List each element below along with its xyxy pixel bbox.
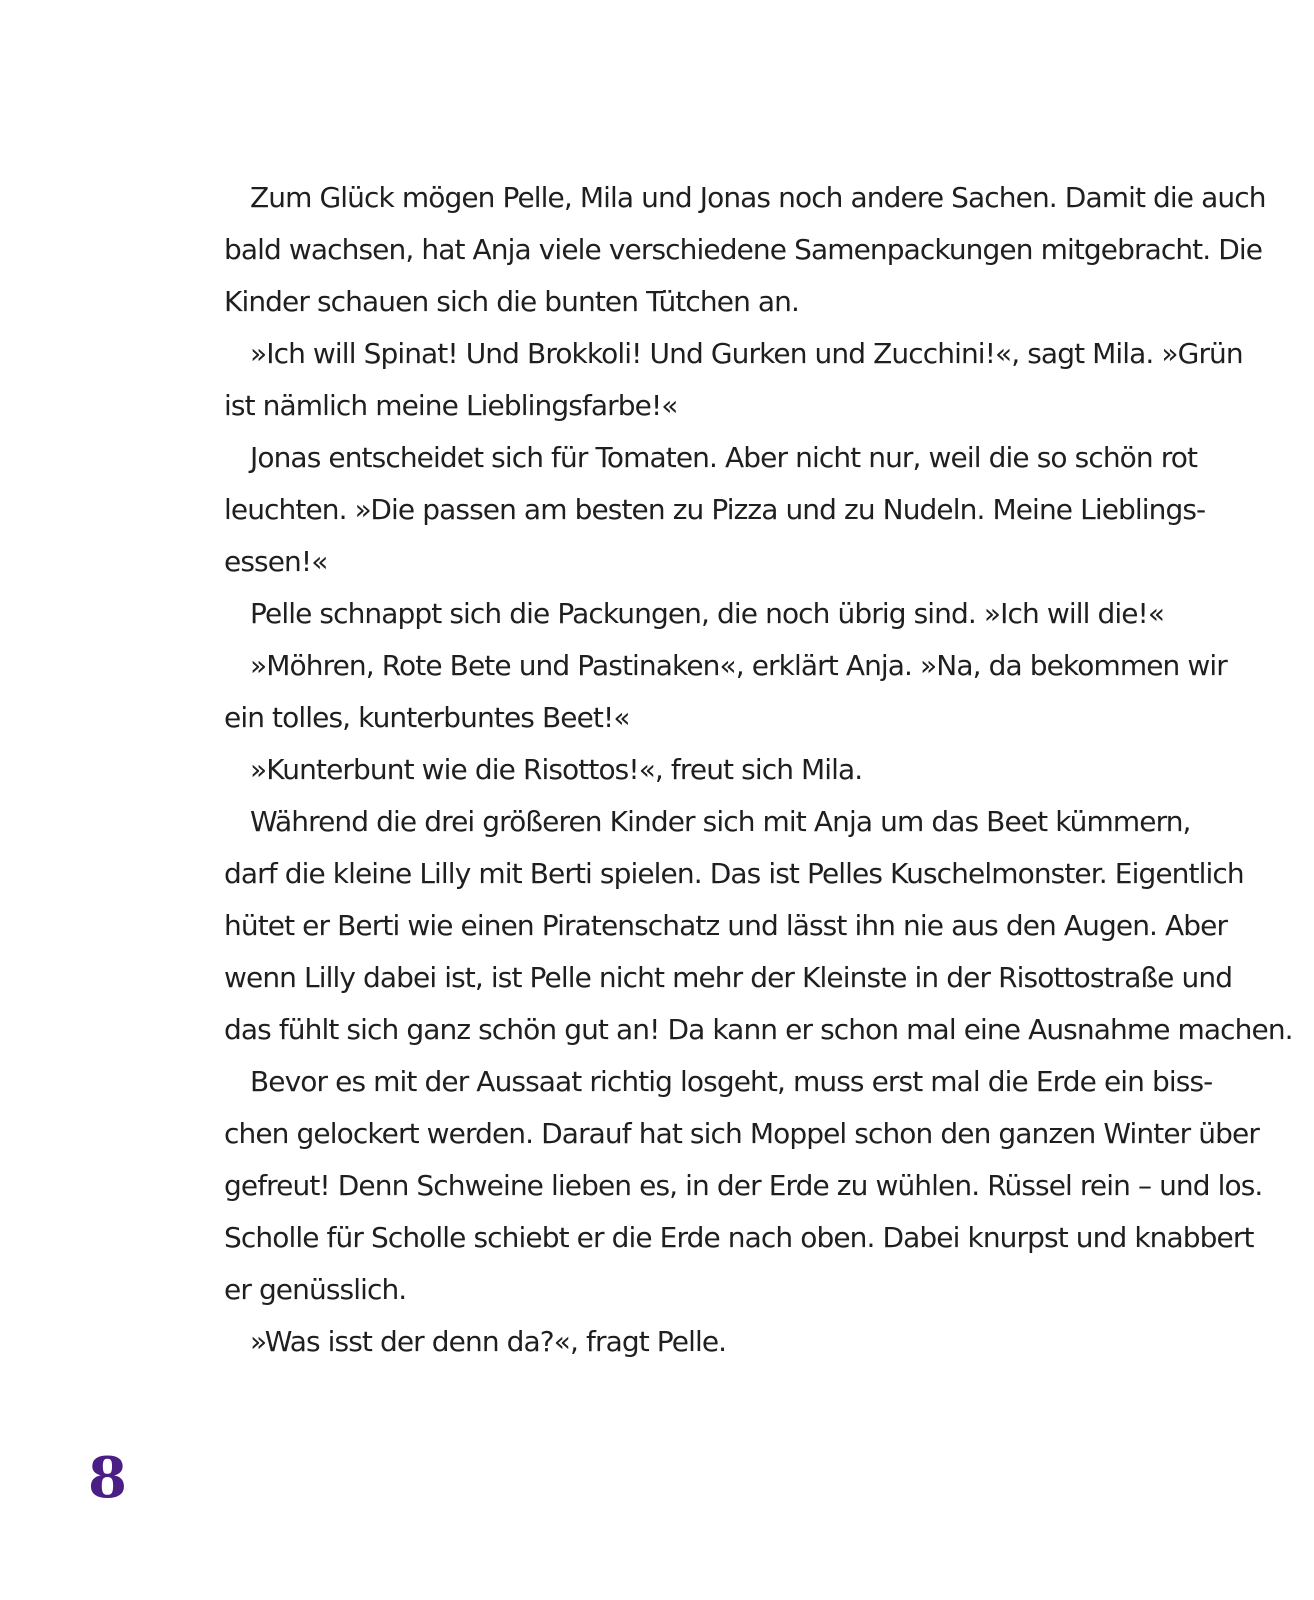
paragraph-line: wenn Lilly dabei ist, ist Pelle nicht mehr der Kleinste in der Risottostraße und	[224, 961, 1233, 994]
paragraph-line: bald wachsen, hat Anja viele verschiedene Samenpackungen mitgebracht. Die	[224, 233, 1263, 266]
body-text	[224, 172, 1293, 1368]
paragraph-line: er genüsslich.	[224, 1273, 407, 1306]
paragraph-line: Jonas entscheidet sich für Tomaten. Aber nicht nur, weil die so schön rot	[250, 441, 1198, 474]
paragraph-line: Scholle für Scholle schiebt er die Erde nach oben. Dabei knurpst und knabbert	[224, 1221, 1254, 1254]
paragraph-line: »Was isst der denn da?«, fragt Pelle.	[250, 1325, 727, 1358]
paragraph-line: hütet er Berti wie einen Piratenschatz und lässt ihn nie aus den Augen. Aber	[224, 909, 1228, 942]
paragraph-line: gefreut! Denn Schweine lieben es, in der Erde zu wühlen. Rüssel rein – und los.	[224, 1169, 1263, 1202]
paragraph-line: Bevor es mit der Aussaat richtig losgeht, muss erst mal die Erde ein biss-	[250, 1065, 1213, 1098]
paragraph-line: Kinder schauen sich die bunten Tütchen an.	[224, 285, 800, 318]
paragraph-line: darf die kleine Lilly mit Berti spielen. Das ist Pelles Kuschelmonster. Eigentlich	[224, 857, 1244, 890]
paragraph-line: chen gelockert werden. Darauf hat sich Moppel schon den ganzen Winter über	[224, 1117, 1259, 1150]
paragraph-line: essen!«	[224, 545, 328, 578]
paragraph-line: ist nämlich meine Lieblingsfarbe!«	[224, 389, 678, 422]
paragraph-line: »Kunterbunt wie die Risottos!«, freut sich Mila.	[250, 753, 863, 786]
paragraph-line: das fühlt sich ganz schön gut an! Da kann er schon mal eine Ausnahme machen.	[224, 1013, 1293, 1046]
paragraph-line: Zum Glück mögen Pelle, Mila und Jonas noch andere Sachen. Damit die auch	[250, 181, 1266, 214]
paragraph-line: Während die drei größeren Kinder sich mit Anja um das Beet kümmern,	[250, 805, 1191, 838]
paragraph-line: ein tolles, kunterbuntes Beet!«	[224, 701, 630, 734]
paragraph-line: Pelle schnappt sich die Packungen, die noch übrig sind. »Ich will die!«	[250, 597, 1165, 630]
page-number: 8	[88, 1445, 127, 1511]
paragraph-line: »Ich will Spinat! Und Brokkoli! Und Gurken und Zucchini!«, sagt Mila. »Grün	[250, 337, 1243, 370]
paragraph-line: leuchten. »Die passen am besten zu Pizza und zu Nudeln. Meine Lieblings-	[224, 493, 1206, 526]
paragraph-line: »Möhren, Rote Bete und Pastinaken«, erklärt Anja. »Na, da bekommen wir	[250, 649, 1227, 682]
